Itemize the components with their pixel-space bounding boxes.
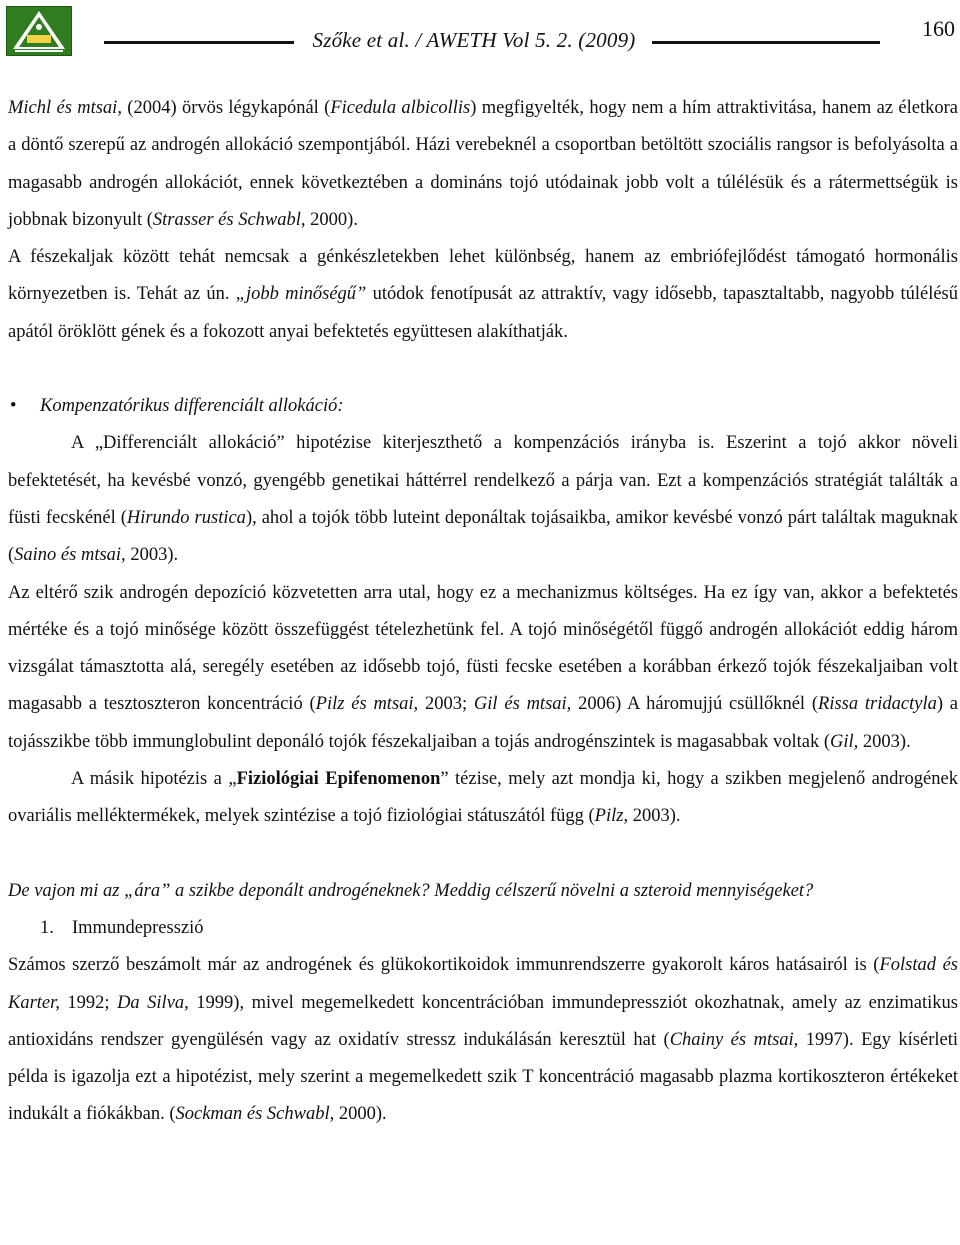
text: utódok fenotípusát az attraktív, vagy idősebb, tapasztaltabb, nagyobb túlélésű apától öröklött gének és a fokozott anyai befektetés együttesen alakíthatják. <box>8 284 958 342</box>
page-number: 160 <box>922 16 955 41</box>
citation: Da Silva, <box>117 992 189 1013</box>
text: ” tézise, mely azt mondja ki, hogy a szikben megjelenő androgének ovariális melléktermékek, melyek szintézise a tojó fiziológiai státuszától függ ( <box>8 769 958 827</box>
hypothesis-name: Fiziológiai Epifenomenon <box>236 769 441 790</box>
text: 2003; <box>418 694 474 715</box>
citation: Gil, <box>830 731 859 752</box>
text: ), ahol a tojók több luteint deponáltak tojásaikba, amikor kevésbé vonzó párt találtak maguknak ( <box>8 507 958 566</box>
text: Az eltérő szik androgén depozíció közvetetten arra utal, hogy ez a mechanizmus költséges. Ha ez így van, akkor a befektetés mértéke és a tojó minősége között összefüggést tételezhetünk fel. A tojó minőségétől függő androgén allokációt eddig három vizsgálat támasztotta alá, seregély esetében az idősebb tojó, füsti fecske esetében a korábban érkező tojók fészekaljaiban volt magasabb a tesztoszteron koncentráció ( <box>8 582 958 715</box>
text: 1997). Egy kísérleti példa is igazolja ezt a hipotézist, mely szerint a megemelkedett szik T koncentráció magasabb plazma kortikoszteron értékeket indukált a fiókákban. ( <box>8 1029 958 1125</box>
text: (2004) örvös légykapónál ( <box>121 98 331 118</box>
text: 2003). <box>858 731 911 752</box>
citation: Folstad és Karter, <box>8 955 958 1013</box>
question-line <box>8 873 958 910</box>
article-body <box>8 90 958 1134</box>
species-name: Rissa tridactyla <box>818 694 937 715</box>
journal-citation: Szőke et al. / AWETH Vol 5. 2. (2009) <box>312 28 636 52</box>
text: 2003). <box>628 806 681 827</box>
citation: Michl és mtsai, <box>8 98 122 118</box>
text: A másik hipotézis a „ <box>71 769 237 790</box>
text: 2000). <box>305 209 358 230</box>
page-header <box>0 0 960 62</box>
citation: Pilz és mtsai, <box>315 694 419 715</box>
citation: Sockman és Schwabl, <box>175 1104 335 1125</box>
header-rule-left <box>104 41 294 44</box>
text: Számos szerző beszámolt már az androgének és glükokortikoidok immunrendszerre gyakorolt káros hatásairól is ( <box>8 955 880 976</box>
citation: Saino és mtsai, <box>14 545 126 566</box>
paragraph-5 <box>8 761 958 836</box>
bullet-text: Kompenzatórikus differenciált allokáció: <box>40 396 344 417</box>
citation: Chainy és mtsai, <box>669 1029 799 1050</box>
text: 2003). <box>125 545 179 566</box>
journal-logo <box>6 6 72 56</box>
citation: Gil és mtsai, <box>473 694 572 715</box>
bullet-icon: • <box>10 396 17 417</box>
text: 1992; <box>59 992 118 1013</box>
species-name: Ficedula albicollis <box>330 98 471 118</box>
bullet-heading <box>8 388 958 425</box>
text: A „Differenciált allokáció” hipotézise kiterjeszthető a kompenzációs irányba is. Eszerint a tojó akkor növeli befektetését, ha kevésbé vonzó, gyengébb genetikai háttérrel rendelkező a párja van. Ezt a kompenzációs stratégiát találták a füsti fecskénél ( <box>8 433 958 528</box>
paragraph-6 <box>8 947 958 1133</box>
species-name: Hirundo rustica <box>126 507 246 528</box>
text: 2006) A háromujjú csüllőknél ( <box>571 694 819 715</box>
paragraph-4 <box>8 575 958 761</box>
text: ) a tojásszikbe több immunglobulint deponáló tojók fészekaljaiban a tojás androgénszintek is magasabbak voltak ( <box>8 694 959 752</box>
paragraph-3 <box>8 425 958 574</box>
list-number: 1. <box>40 917 54 938</box>
numbered-heading <box>8 910 958 947</box>
paragraph-1 <box>8 90 958 239</box>
header-rule-right <box>652 41 880 44</box>
list-text: Immundepresszió <box>72 917 204 938</box>
text: 1999), mivel megemelkedett koncentrációban immundepressziót okozhatnak, amely az enzimatikus antioxidáns rendszer gyengülésén vagy az oxidatív stressz indukálásán keresztül hat ( <box>8 992 958 1050</box>
text: 2000). <box>334 1104 387 1125</box>
citation: Pilz, <box>594 806 629 827</box>
text: ) megfigyelték, hogy nem a hím attraktivitása, hanem az életkora a döntő szerepű az androgén allokáció szempontjából. Házi verebeknél a csoportban betöltött szociális rangsor is befolyásolta a magasabb androgén allokációt, ennek következtében a domináns tojó utódainak jobb volt a túlélésük és a rátermettségük is jobbnak bizonyult ( <box>8 98 958 230</box>
question-text: De vajon mi az „ára” a szikbe deponált androgéneknek? Meddig célszerű növelni a szteroid mennyiségeket? <box>8 880 814 901</box>
logo-pyramid-icon <box>7 7 71 55</box>
citation: Strasser és Schwabl, <box>152 209 306 230</box>
emphasis: „jobb minőségű” <box>235 284 367 305</box>
text: A fészekaljak között tehát nemcsak a génkészletekben lehet különbség, hanem az embriófejlődést támogató hormonális környezetben is. Tehát az ún. <box>8 247 958 305</box>
paragraph-2 <box>8 239 958 351</box>
